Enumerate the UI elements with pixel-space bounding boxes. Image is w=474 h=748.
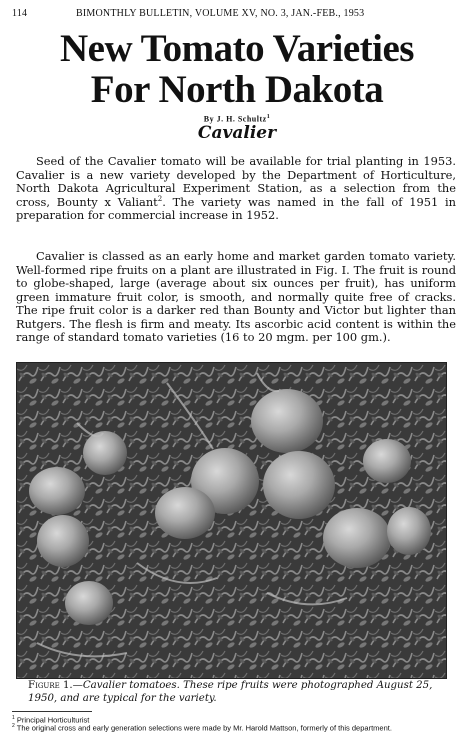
- footnote-1-text: Principal Horticulturist: [16, 715, 90, 725]
- running-head-text: BIMONTHLY BULLETIN, VOLUME XV, NO. 3, JAN.-FEB., 1953: [76, 8, 365, 19]
- paragraph-1: [16, 155, 456, 223]
- figure-label: Figure 1.: [28, 680, 73, 691]
- article-title-line-2: For North Dakota: [90, 68, 384, 111]
- tomato-photo-illustration: [17, 363, 446, 678]
- figure-caption-text: —Cavalier tomatoes. These ripe fruits were photographed August 25, 1950, and are typical for the variety.: [28, 680, 433, 704]
- article-title-line-1: New Tomato Varieties: [60, 27, 414, 70]
- page-number: 114: [12, 8, 28, 19]
- paragraph-1-footnote-mark: 2: [157, 194, 163, 203]
- byline-text: By J. H. Schultz: [203, 114, 267, 124]
- footnote-1-mark: 1: [12, 715, 15, 721]
- paragraph-2: Cavalier is classed as an early home and market garden tomato variety. Well-formed ripe fruits on a plant are illustrated in Fig. I. The fruit is round to globe-shaped, large (average about six ounces per fruit), has uniform green immature fruit color, is smooth, and normally quite free of cracks. The ripe fruit color is a darker red than Bounty and Victor but lighter than Rutgers. The flesh is firm and meaty. Its ascorbic acid content is within the range of standard tomato varieties (16 to 20 mgm. per 100 gm.).: [16, 249, 456, 344]
- tomato-photo: [16, 362, 447, 679]
- footnote-2: [12, 722, 452, 733]
- paragraph-1-text: Seed of the Cavalier tomato will be available for trial planting in 1953. Cavalier is a new variety developed by the Department of Horticulture, North Dakota Agricultural Experiment Station, as a selection from the cross, Bounty x Valiant: [16, 154, 456, 209]
- byline-footnote-mark: 1: [266, 114, 271, 120]
- figure-caption: [28, 680, 446, 705]
- paragraph-1-text-end: . The variety was named in the fall of 1951 in preparation for commercial increase in 1952.: [16, 194, 456, 222]
- footnote-2-text: The original cross and early generation selections were made by Mr. Harold Mattson, formerly of this department.: [16, 723, 392, 733]
- running-header: [12, 8, 464, 22]
- footnote-2-mark: 2: [12, 723, 15, 729]
- footnote-rule: [12, 711, 92, 712]
- section-subhead: Cavalier: [197, 123, 277, 143]
